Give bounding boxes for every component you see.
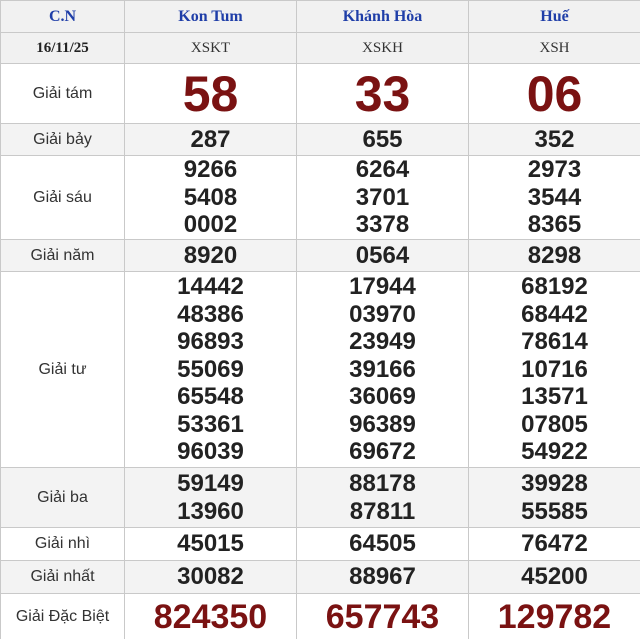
prize-number: 655: [362, 125, 403, 153]
prize-number: 3544: [527, 183, 582, 211]
prize-number: 59149: [177, 470, 244, 497]
prize-cell: [469, 272, 640, 468]
prize-label-cell: [1, 240, 125, 272]
prize-cell: [297, 64, 469, 124]
prize-number: 13571: [521, 383, 588, 411]
prize-label-cell: [1, 124, 125, 156]
prize-cell: [297, 240, 469, 272]
province-header-khanh-hoa[interactable]: [297, 1, 469, 33]
prize-cell: [125, 64, 297, 124]
prize-number: 8920: [183, 241, 238, 269]
prize-row-g7: [1, 124, 640, 156]
special-prize-number: 657743: [325, 597, 440, 636]
prize-cell: [125, 594, 297, 639]
prize-cell: [125, 528, 297, 561]
prize-label: Giải tư: [38, 360, 87, 378]
prize-number: 03970: [349, 300, 416, 328]
code-cell: [469, 33, 640, 64]
prize-cell: [469, 240, 640, 272]
prize-number: 54922: [521, 438, 588, 466]
prize-number: 13960: [177, 497, 244, 525]
date-row: [1, 33, 640, 64]
prize-cell: [125, 468, 297, 528]
prize-row-g6: [1, 156, 640, 240]
prize-row-special: [1, 594, 640, 639]
code-cell: [125, 33, 297, 64]
prize-number: 5408: [183, 183, 238, 211]
prize-number: 6264: [355, 156, 410, 184]
province-link[interactable]: Khánh Hòa: [342, 7, 423, 25]
prize-number: 88178: [349, 470, 416, 497]
prize-number: 9266: [183, 156, 238, 184]
prize-number: 65548: [177, 383, 244, 411]
prize-number: 88967: [349, 563, 416, 591]
prize-number: 76472: [521, 530, 588, 558]
prize-number: 39928: [521, 470, 588, 497]
prize-cell: [297, 561, 469, 594]
prize-row-g8: [1, 64, 640, 124]
special-prize-number: 824350: [153, 597, 268, 636]
prize-cell: [125, 124, 297, 156]
prize-label: Giải nhì: [34, 535, 91, 552]
prize-label: Giải sáu: [33, 188, 92, 206]
province-header-hue[interactable]: [469, 1, 640, 33]
prize-number: 36069: [349, 383, 416, 411]
prize-number: 39166: [349, 355, 416, 383]
prize-cell: [469, 594, 640, 639]
prize-number: 45200: [521, 563, 588, 591]
code-cell: [297, 33, 469, 64]
prize-number: 352: [534, 125, 575, 153]
prize-label: Giải năm: [30, 246, 95, 264]
prize-number: 2973: [527, 156, 582, 184]
prize-number: 33: [354, 65, 411, 122]
prize-number: 96389: [349, 410, 416, 438]
prize-label-cell: [1, 272, 125, 468]
prize-number: 10716: [521, 355, 588, 383]
prize-number: 8298: [527, 241, 582, 269]
prize-number: 30082: [177, 563, 244, 591]
prize-cell: [469, 561, 640, 594]
prize-label: Giải Đặc Biệt: [15, 607, 110, 625]
prize-number: 23949: [349, 328, 416, 356]
prize-label: Giải bảy: [33, 130, 92, 148]
prize-label: Giải tám: [32, 84, 93, 102]
prize-number: 53361: [177, 410, 244, 438]
prize-number: 17944: [349, 273, 416, 301]
prize-number: 0002: [183, 211, 238, 239]
prize-label-cell: [1, 594, 125, 639]
province-link[interactable]: Kon Tum: [178, 7, 243, 25]
prize-row-g4: [1, 272, 640, 468]
prize-label-cell: [1, 64, 125, 124]
prize-number: 3378: [355, 211, 410, 239]
prize-label-cell: [1, 561, 125, 594]
prize-cell: [125, 156, 297, 240]
prize-cell: [297, 594, 469, 639]
draw-date: 16/11/25: [36, 40, 89, 56]
special-prize-number: 129782: [497, 597, 612, 636]
prize-label-cell: [1, 156, 125, 240]
prize-cell: [297, 272, 469, 468]
prize-cell: [297, 156, 469, 240]
prize-number: 0564: [355, 241, 410, 269]
prize-number: 45015: [177, 530, 244, 558]
province-link[interactable]: Huế: [540, 7, 569, 25]
prize-number: 287: [190, 125, 231, 153]
prize-row-g1: [1, 561, 640, 594]
prize-number: 69672: [349, 438, 416, 466]
prize-cell: [125, 561, 297, 594]
prize-number: 96039: [177, 438, 244, 466]
prize-number: 68192: [521, 273, 588, 301]
prize-cell: [125, 272, 297, 468]
day-header: [1, 1, 125, 33]
prize-cell: [469, 468, 640, 528]
prize-number: 48386: [177, 300, 244, 328]
prize-cell: [469, 156, 640, 240]
day-label: C.N: [48, 7, 77, 25]
prize-label-cell: [1, 528, 125, 561]
prize-cell: [125, 240, 297, 272]
header-row: [1, 1, 640, 33]
prize-row-g5: [1, 240, 640, 272]
prize-number: 58: [182, 65, 239, 122]
province-header-kon-tum[interactable]: [125, 1, 297, 33]
prize-number: 8365: [527, 211, 582, 239]
lottery-code: XSKT: [190, 40, 231, 56]
prize-number: 07805: [521, 410, 588, 438]
prize-number: 06: [526, 65, 583, 122]
prize-cell: [297, 124, 469, 156]
prize-number: 64505: [349, 530, 416, 558]
prize-label: Giải nhất: [30, 568, 95, 585]
prize-cell: [469, 124, 640, 156]
lottery-code: XSH: [539, 40, 570, 56]
prize-number: 68442: [521, 300, 588, 328]
prize-number: 87811: [349, 497, 416, 525]
prize-label: Giải ba: [37, 488, 88, 506]
prize-number: 14442: [177, 273, 244, 301]
prize-cell: [297, 528, 469, 561]
prize-number: 55585: [521, 497, 588, 525]
prize-number: 96893: [177, 328, 244, 356]
prize-cell: [469, 528, 640, 561]
prize-row-g2: [1, 528, 640, 561]
prize-number: 78614: [521, 328, 588, 356]
lottery-code: XSKH: [362, 40, 403, 56]
prize-cell: [469, 64, 640, 124]
prize-label-cell: [1, 468, 125, 528]
prize-row-g3: [1, 468, 640, 528]
prize-number: 55069: [177, 355, 244, 383]
prize-number: 3701: [355, 183, 410, 211]
date-cell: [1, 33, 125, 64]
prize-cell: [297, 468, 469, 528]
